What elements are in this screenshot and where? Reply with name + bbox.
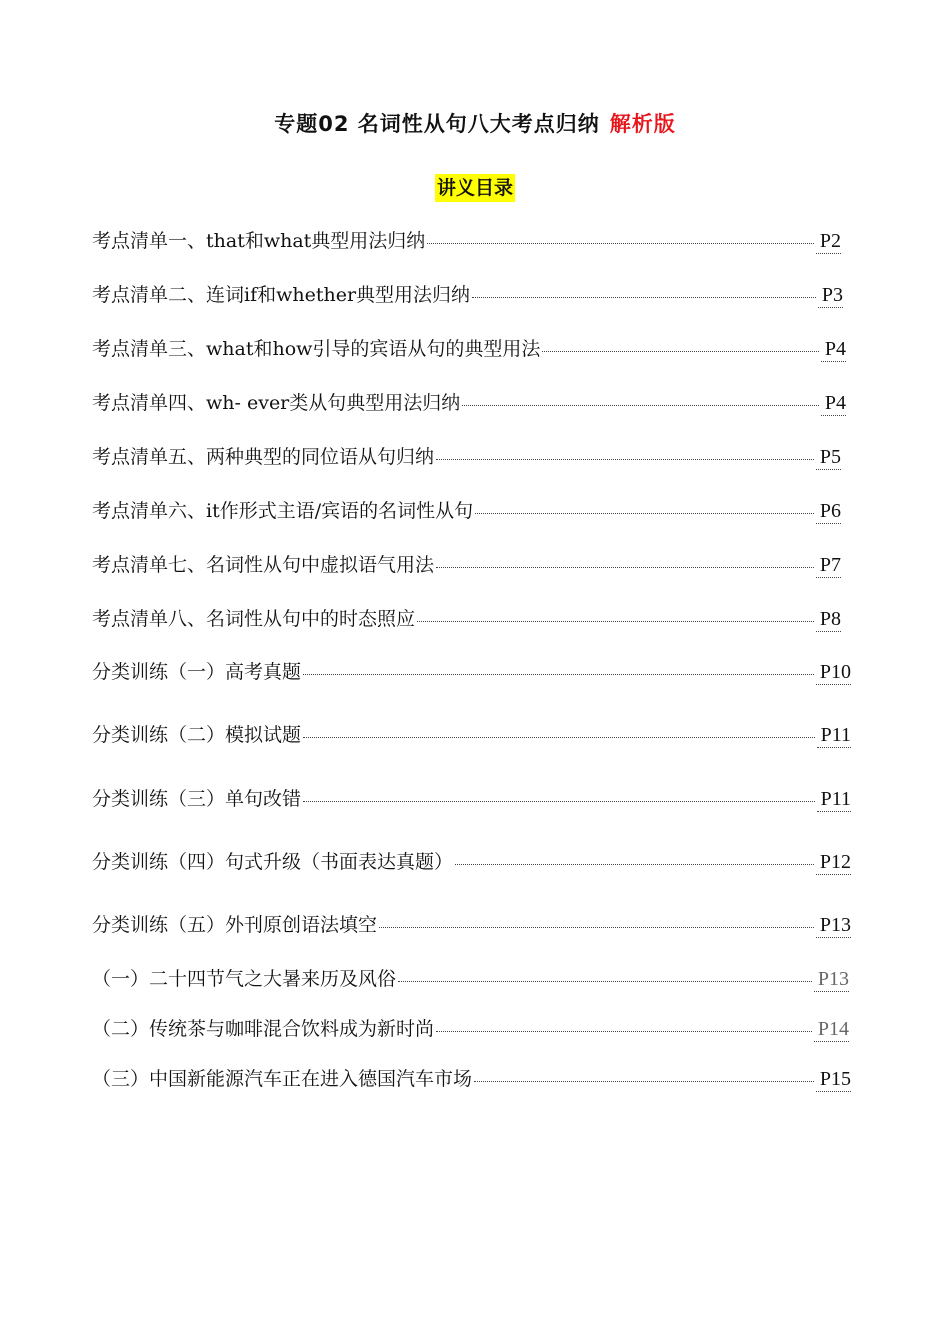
toc-entry[interactable] — [92, 910, 851, 938]
dot-leader — [303, 674, 814, 675]
toc-entry-label: 分类训练（五）外刊原创语法填空 — [92, 914, 378, 936]
toc-entry-label: 分类训练（四）句式升级（书面表达真题） — [92, 851, 454, 873]
toc-entry-page: P12 — [816, 851, 851, 875]
title-main: 专题02 名词性从句八大考点归纳 — [274, 112, 600, 136]
dot-leader — [474, 1081, 814, 1082]
toc-subentry[interactable] — [92, 964, 849, 992]
dot-leader — [455, 864, 814, 865]
toc-entry[interactable] — [92, 280, 843, 308]
toc-entry-page: P4 — [821, 392, 846, 416]
toc-entry-page: P10 — [816, 661, 851, 685]
toc-entry[interactable] — [92, 847, 851, 875]
dot-leader — [436, 459, 814, 460]
toc-entry-label: 考点清单六、it作形式主语/宾语的名词性从句 — [92, 500, 474, 522]
toc-entry-label: 考点清单二、连词if和whether典型用法归纳 — [92, 284, 471, 306]
toc-entry-label: 考点清单八、名词性从句中的时态照应 — [92, 608, 416, 630]
toc-heading: 讲义目录 — [435, 174, 515, 202]
toc-entry-label: 考点清单五、两种典型的同位语从句归纳 — [92, 446, 435, 468]
subtitle-wrapper — [0, 174, 950, 202]
toc-entry-label: 考点清单三、what和how引导的宾语从句的典型用法 — [92, 338, 541, 360]
toc-entry-page: P7 — [816, 554, 841, 578]
toc-entry[interactable] — [92, 784, 851, 812]
title-highlight: 解析版 — [609, 112, 676, 136]
dot-leader — [303, 801, 815, 802]
toc-entry-label: 考点清单一、that和what典型用法归纳 — [92, 230, 426, 252]
toc-entry-label: 分类训练（一）高考真题 — [92, 661, 302, 683]
toc-entry[interactable] — [92, 720, 851, 748]
toc-entry[interactable] — [92, 550, 841, 578]
toc-entry-page: P14 — [814, 1018, 849, 1042]
dot-leader — [417, 621, 814, 622]
toc-entry-page: P13 — [814, 968, 849, 992]
toc-entry-label: 分类训练（二）模拟试题 — [92, 724, 302, 746]
toc-entry-page: P11 — [817, 788, 851, 812]
toc-entry-page: P6 — [816, 500, 841, 524]
toc-entry-page: P4 — [821, 338, 846, 362]
dot-leader — [542, 351, 818, 352]
toc-entry-label: 考点清单七、名词性从句中虚拟语气用法 — [92, 554, 435, 576]
dot-leader — [462, 405, 819, 406]
toc-entry[interactable] — [92, 604, 841, 632]
dot-leader — [475, 513, 814, 514]
dot-leader — [436, 1031, 812, 1032]
toc-entry-label: 考点清单四、wh- ever类从句典型用法归纳 — [92, 392, 461, 414]
dot-leader — [379, 927, 814, 928]
toc-entry-page: P15 — [816, 1068, 851, 1092]
toc-entry[interactable] — [92, 334, 846, 362]
toc-entry-page: P8 — [816, 608, 841, 632]
dot-leader — [303, 737, 815, 738]
toc-entry[interactable] — [92, 226, 841, 254]
toc-entry[interactable] — [92, 442, 841, 470]
toc-entry[interactable] — [92, 657, 851, 685]
dot-leader — [472, 297, 816, 298]
toc-entry-page: P5 — [816, 446, 841, 470]
toc-entry[interactable] — [92, 388, 846, 416]
toc-subentry[interactable] — [92, 1014, 849, 1042]
toc-subentry[interactable] — [92, 1064, 851, 1092]
toc-entry[interactable] — [92, 496, 841, 524]
dot-leader — [427, 243, 814, 244]
toc-entry-page: P11 — [817, 724, 851, 748]
toc-entry-page: P3 — [818, 284, 843, 308]
toc-entry-label: （一）二十四节气之大暑来历及风俗 — [92, 968, 397, 990]
document-title — [0, 108, 950, 138]
toc-entry-label: （二）传统茶与咖啡混合饮料成为新时尚 — [92, 1018, 435, 1040]
toc-entry-label: （三）中国新能源汽车正在进入德国汽车市场 — [92, 1068, 473, 1090]
toc-entry-page: P13 — [816, 914, 851, 938]
toc-entry-label: 分类训练（三）单句改错 — [92, 788, 302, 810]
toc-entry-page: P2 — [816, 230, 841, 254]
dot-leader — [398, 981, 812, 982]
dot-leader — [436, 567, 814, 568]
